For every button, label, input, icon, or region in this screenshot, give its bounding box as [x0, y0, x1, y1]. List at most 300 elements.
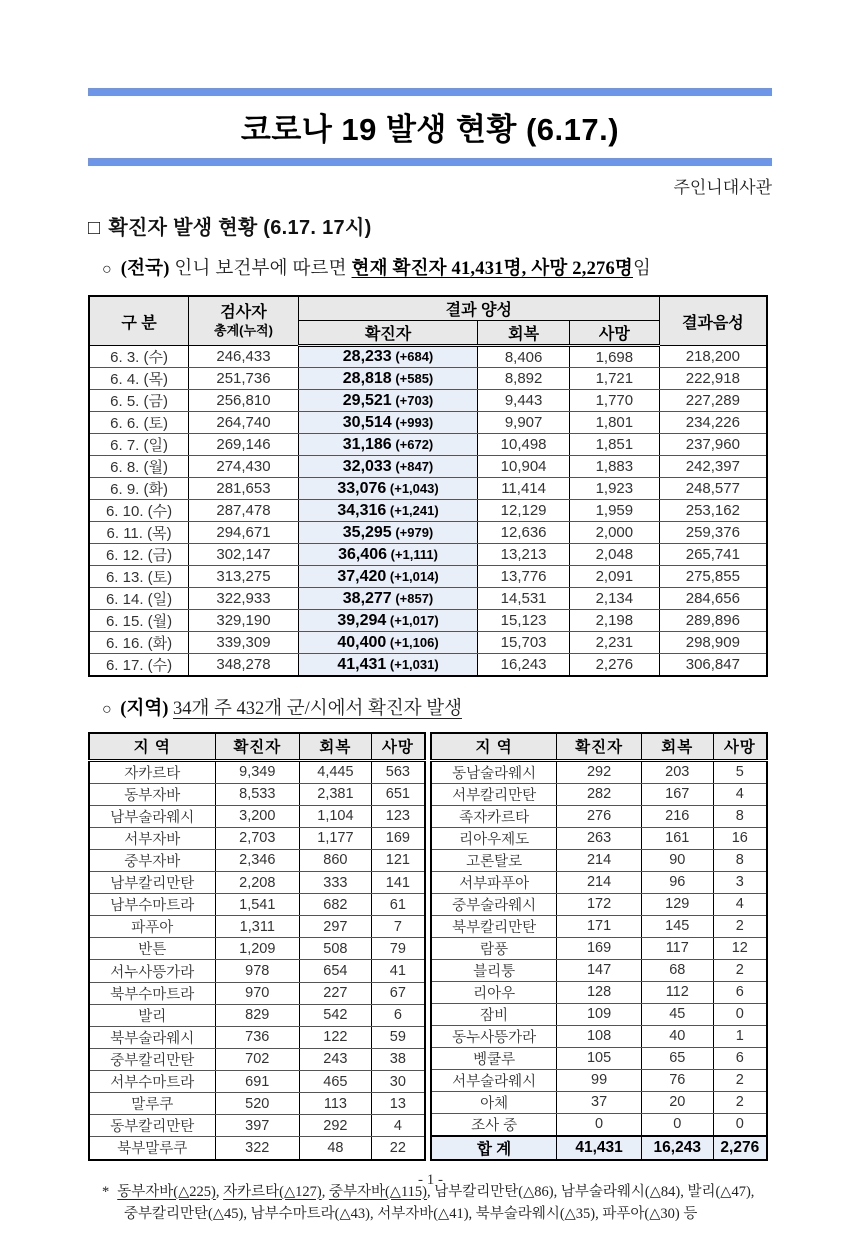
national-table-row	[89, 456, 767, 478]
national-text-before: 인니 보건부에 따르면	[174, 259, 347, 279]
table-cell: 292	[300, 1115, 372, 1137]
table-cell: 서누사뜽가라	[89, 960, 215, 982]
table-cell: 289,896	[659, 610, 767, 632]
table-cell: 169	[371, 827, 425, 849]
footnote-segment: ,	[215, 1183, 224, 1200]
table-cell: 30	[371, 1071, 425, 1093]
col-header-negative: 결과음성	[659, 296, 767, 346]
table-cell: 274,430	[189, 456, 299, 478]
region-table-row	[431, 959, 767, 981]
national-table-row	[89, 522, 767, 544]
table-cell: 284,656	[659, 588, 767, 610]
table-cell: 2	[713, 1069, 767, 1091]
table-cell: 333	[300, 872, 372, 894]
table-cell: 702	[215, 1048, 300, 1070]
footnote-segment: , 남부칼리만탄(△86), 남부술라웨시(△84), 발리(△47),	[427, 1183, 755, 1200]
table-cell: 6	[371, 1004, 425, 1026]
table-cell: 북부칼리만탄	[431, 915, 557, 937]
table-cell: 6. 5. (금)	[89, 390, 189, 412]
region-table-row	[89, 916, 425, 938]
table-cell: 리아우	[431, 981, 557, 1003]
region-tables	[88, 732, 768, 1161]
region-table-row	[431, 981, 767, 1003]
table-cell: 9,907	[478, 412, 570, 434]
table-cell: 9,443	[478, 390, 570, 412]
confirmed-cell: 28,818 (+585)	[298, 368, 477, 390]
table-cell: 6. 4. (목)	[89, 368, 189, 390]
table-cell: 218,200	[659, 346, 767, 368]
table-cell: 171	[557, 915, 642, 937]
confirmed-cell: 38,277 (+857)	[298, 588, 477, 610]
table-cell: 397	[215, 1115, 300, 1137]
table-cell: 79	[371, 938, 425, 960]
page-title: 코로나 19 발생 현황 (6.17.)	[240, 112, 620, 147]
table-cell: 6. 17. (수)	[89, 654, 189, 677]
table-cell: 남부술라웨시	[89, 805, 215, 827]
table-cell: 3	[713, 871, 767, 893]
table-cell: 람풍	[431, 937, 557, 959]
table-cell: 7	[371, 916, 425, 938]
table-cell: 123	[371, 805, 425, 827]
table-cell: 1,698	[569, 346, 659, 368]
table-cell: 978	[215, 960, 300, 982]
region-table-row	[89, 783, 425, 805]
footnote-segment: ,	[321, 1183, 329, 1200]
table-cell: 234,226	[659, 412, 767, 434]
national-text-after: 임	[633, 259, 652, 279]
footnote-line2: 중부칼리만탄(△45), 남부수마트라(△43), 서부자바(△41), 북부술라웨시(△35), 파푸아(△30) 등	[124, 1205, 698, 1222]
table-cell: 12,636	[478, 522, 570, 544]
table-cell: 96	[641, 871, 713, 893]
table-cell: 297	[300, 916, 372, 938]
table-cell: 0	[713, 1113, 767, 1136]
national-highlight: 현재 확진자 41,431명, 사망 2,276명	[351, 259, 633, 279]
circle-bullet-icon: ○	[102, 701, 112, 718]
region-table-row	[89, 1071, 425, 1093]
col-header-tested	[189, 296, 299, 346]
confirmed-cell: 39,294 (+1,017)	[298, 610, 477, 632]
region-table-row	[89, 849, 425, 871]
table-cell: 서부칼리만탄	[431, 783, 557, 805]
table-cell: 2,231	[569, 632, 659, 654]
col-header-category: 구 분	[89, 296, 189, 346]
region-table-row	[431, 937, 767, 959]
table-cell: 282	[557, 783, 642, 805]
table-cell: 파푸아	[89, 916, 215, 938]
table-cell: 족자카르타	[431, 805, 557, 827]
page-number: - 1 -	[418, 1172, 443, 1188]
table-cell: 8	[713, 805, 767, 827]
region-table-row	[89, 1004, 425, 1026]
table-cell: 6. 3. (수)	[89, 346, 189, 368]
table-cell: 269,146	[189, 434, 299, 456]
table-cell: 남부수마트라	[89, 894, 215, 916]
region-table-row	[431, 805, 767, 827]
table-cell: 5	[713, 760, 767, 783]
table-cell: 2,134	[569, 588, 659, 610]
table-cell: 4,445	[300, 760, 372, 783]
region-col-header-confirmed: 확진자	[557, 733, 642, 760]
national-table	[88, 295, 768, 677]
footnote-segment: 중부자바(△115)	[328, 1183, 427, 1200]
confirmed-cell: 33,076 (+1,043)	[298, 478, 477, 500]
national-table-row	[89, 368, 767, 390]
table-cell: 248,577	[659, 478, 767, 500]
region-table-right-body	[431, 760, 767, 1160]
table-cell: 16	[713, 827, 767, 849]
table-cell: 2,276	[713, 1136, 767, 1160]
national-table-row	[89, 544, 767, 566]
table-cell: 251,736	[189, 368, 299, 390]
table-cell: 275,855	[659, 566, 767, 588]
national-label: (전국)	[120, 259, 170, 279]
national-table-row	[89, 588, 767, 610]
region-col-header-recovered: 회복	[641, 733, 713, 760]
table-cell: 264,740	[189, 412, 299, 434]
region-table-row	[89, 960, 425, 982]
table-cell: 서부파푸아	[431, 871, 557, 893]
table-cell: 265,741	[659, 544, 767, 566]
table-cell: 169	[557, 937, 642, 959]
national-table-row	[89, 632, 767, 654]
table-cell: 348,278	[189, 654, 299, 677]
table-cell: 1,311	[215, 916, 300, 938]
table-cell: 465	[300, 1071, 372, 1093]
table-cell: 6. 11. (목)	[89, 522, 189, 544]
table-cell: 59	[371, 1026, 425, 1048]
confirmed-cell: 37,420 (+1,014)	[298, 566, 477, 588]
national-table-row	[89, 346, 767, 368]
table-cell: 41	[371, 960, 425, 982]
table-cell: 542	[300, 1004, 372, 1026]
confirmed-cell: 34,316 (+1,241)	[298, 500, 477, 522]
table-cell: 128	[557, 981, 642, 1003]
table-cell: 6. 8. (월)	[89, 456, 189, 478]
table-cell: 253,162	[659, 500, 767, 522]
table-cell: 172	[557, 893, 642, 915]
table-cell: 16,243	[641, 1136, 713, 1160]
table-cell: 2,381	[300, 783, 372, 805]
confirmed-cell: 40,400 (+1,106)	[298, 632, 477, 654]
table-cell: 2,703	[215, 827, 300, 849]
table-cell: 0	[713, 1003, 767, 1025]
table-cell: 1,851	[569, 434, 659, 456]
table-cell: 2	[713, 1091, 767, 1113]
col-header-recovered: 회복	[478, 321, 570, 346]
table-cell: 122	[300, 1026, 372, 1048]
table-cell: 37	[557, 1091, 642, 1113]
table-cell: 서부자바	[89, 827, 215, 849]
region-table-row	[89, 805, 425, 827]
table-cell: 1,721	[569, 368, 659, 390]
table-cell: 1,923	[569, 478, 659, 500]
table-cell: 99	[557, 1069, 642, 1091]
table-cell: 1,209	[215, 938, 300, 960]
table-cell: 41,431	[557, 1136, 642, 1160]
table-cell: 2	[713, 915, 767, 937]
region-table-row	[89, 894, 425, 916]
region-table-row	[431, 1091, 767, 1113]
confirmed-cell: 30,514 (+993)	[298, 412, 477, 434]
region-table-row	[89, 1026, 425, 1048]
table-cell: 합 계	[431, 1136, 557, 1160]
col-header-deaths: 사망	[569, 321, 659, 346]
national-table-header	[89, 296, 767, 346]
table-cell: 216	[641, 805, 713, 827]
region-table-row	[89, 938, 425, 960]
table-cell: 322	[215, 1137, 300, 1160]
national-table-row	[89, 478, 767, 500]
table-cell: 조사 중	[431, 1113, 557, 1136]
table-cell: 북부술라웨시	[89, 1026, 215, 1048]
confirmed-cell: 28,233 (+684)	[298, 346, 477, 368]
table-cell: 214	[557, 849, 642, 871]
table-cell: 112	[641, 981, 713, 1003]
table-cell: 고론탈로	[431, 849, 557, 871]
table-cell: 294,671	[189, 522, 299, 544]
table-cell: 306,847	[659, 654, 767, 677]
region-table-row	[89, 1115, 425, 1137]
table-cell: 동부자바	[89, 783, 215, 805]
table-cell: 12	[713, 937, 767, 959]
region-table-row	[89, 827, 425, 849]
table-cell: 북부수마트라	[89, 982, 215, 1004]
table-cell: 6. 12. (금)	[89, 544, 189, 566]
table-cell: 227	[300, 982, 372, 1004]
table-cell: 108	[557, 1025, 642, 1047]
region-table-row	[431, 827, 767, 849]
table-cell: 1,883	[569, 456, 659, 478]
table-cell: 222,918	[659, 368, 767, 390]
table-cell: 105	[557, 1047, 642, 1069]
table-cell: 발리	[89, 1004, 215, 1026]
table-cell: 13	[371, 1093, 425, 1115]
table-cell: 2	[713, 959, 767, 981]
col-header-positive-group: 결과 양성	[298, 296, 659, 321]
table-cell: 서부수마트라	[89, 1071, 215, 1093]
table-cell: 145	[641, 915, 713, 937]
region-col-header-region: 지 역	[89, 733, 215, 760]
table-cell: 2,198	[569, 610, 659, 632]
table-cell: 0	[641, 1113, 713, 1136]
table-cell: 12,129	[478, 500, 570, 522]
table-cell: 1,770	[569, 390, 659, 412]
table-cell: 113	[300, 1093, 372, 1115]
col-header-confirmed: 확진자	[298, 321, 477, 346]
document	[88, 88, 772, 1225]
region-table-left	[88, 732, 426, 1161]
table-cell: 동누사뜽가라	[431, 1025, 557, 1047]
region-table-row	[431, 783, 767, 805]
confirmed-cell: 35,295 (+979)	[298, 522, 477, 544]
region-table-row	[431, 871, 767, 893]
col-header-tested-line1: 검사자	[220, 303, 267, 321]
table-cell: 167	[641, 783, 713, 805]
region-col-header-region: 지 역	[431, 733, 557, 760]
table-cell: 256,810	[189, 390, 299, 412]
table-cell: 259,376	[659, 522, 767, 544]
table-cell: 15,703	[478, 632, 570, 654]
table-cell: 13,213	[478, 544, 570, 566]
title-top-rule	[88, 88, 772, 96]
table-cell: 109	[557, 1003, 642, 1025]
region-col-header-deaths: 사망	[371, 733, 425, 760]
table-cell: 508	[300, 938, 372, 960]
region-table-row	[89, 1137, 425, 1160]
table-cell: 121	[371, 849, 425, 871]
national-table-body	[89, 346, 767, 677]
table-cell: 117	[641, 937, 713, 959]
table-cell: 4	[713, 893, 767, 915]
table-cell: 6. 6. (토)	[89, 412, 189, 434]
national-table-row	[89, 610, 767, 632]
table-cell: 11,414	[478, 478, 570, 500]
table-cell: 68	[641, 959, 713, 981]
table-cell: 22	[371, 1137, 425, 1160]
table-cell: 북부말루쿠	[89, 1137, 215, 1160]
table-cell: 329,190	[189, 610, 299, 632]
table-cell: 76	[641, 1069, 713, 1091]
table-cell: 6. 14. (일)	[89, 588, 189, 610]
region-col-header-recovered: 회복	[300, 733, 372, 760]
table-cell: 8,406	[478, 346, 570, 368]
table-cell: 동부칼리만탄	[89, 1115, 215, 1137]
table-cell: 6	[713, 1047, 767, 1069]
table-cell: 242,397	[659, 456, 767, 478]
table-cell: 736	[215, 1026, 300, 1048]
table-cell: 829	[215, 1004, 300, 1026]
table-cell: 자카르타	[89, 760, 215, 783]
table-cell: 2,091	[569, 566, 659, 588]
table-cell: 2,346	[215, 849, 300, 871]
table-cell: 203	[641, 760, 713, 783]
table-cell: 남부칼리만탄	[89, 872, 215, 894]
table-cell: 15,123	[478, 610, 570, 632]
table-cell: 292	[557, 760, 642, 783]
region-table-row	[89, 982, 425, 1004]
table-cell: 6. 16. (화)	[89, 632, 189, 654]
region-col-header-deaths: 사망	[713, 733, 767, 760]
confirmed-cell: 32,033 (+847)	[298, 456, 477, 478]
table-cell: 8,533	[215, 783, 300, 805]
table-cell: 3,200	[215, 805, 300, 827]
table-cell: 227,289	[659, 390, 767, 412]
table-cell: 48	[300, 1137, 372, 1160]
table-cell: 45	[641, 1003, 713, 1025]
footnote-segment: 동부자바(△225)	[117, 1183, 216, 1200]
region-table-row	[431, 1069, 767, 1091]
region-table-row	[89, 1093, 425, 1115]
table-cell: 67	[371, 982, 425, 1004]
table-cell: 298,909	[659, 632, 767, 654]
table-cell: 563	[371, 760, 425, 783]
table-cell: 38	[371, 1048, 425, 1070]
table-cell: 129	[641, 893, 713, 915]
table-cell: 4	[713, 783, 767, 805]
table-cell: 339,309	[189, 632, 299, 654]
region-table-row	[89, 872, 425, 894]
region-table-row	[431, 760, 767, 783]
table-cell: 1,959	[569, 500, 659, 522]
table-cell: 860	[300, 849, 372, 871]
region-total-row	[431, 1136, 767, 1160]
region-table-row	[89, 1048, 425, 1070]
table-cell: 287,478	[189, 500, 299, 522]
table-cell: 10,904	[478, 456, 570, 478]
table-cell: 잠비	[431, 1003, 557, 1025]
table-cell: 313,275	[189, 566, 299, 588]
table-cell: 65	[641, 1047, 713, 1069]
organization-name: 주인니대사관	[673, 178, 772, 197]
table-cell: 6. 7. (일)	[89, 434, 189, 456]
table-cell: 2,276	[569, 654, 659, 677]
region-table-row	[431, 1025, 767, 1047]
table-cell: 651	[371, 783, 425, 805]
table-cell: 9,349	[215, 760, 300, 783]
national-summary-line	[102, 254, 772, 280]
section-heading-status	[88, 211, 772, 240]
table-cell: 237,960	[659, 434, 767, 456]
table-cell: 6. 10. (수)	[89, 500, 189, 522]
confirmed-cell: 36,406 (+1,111)	[298, 544, 477, 566]
table-cell: 중부칼리만탄	[89, 1048, 215, 1070]
table-cell: 0	[557, 1113, 642, 1136]
confirmed-cell: 31,186 (+672)	[298, 434, 477, 456]
national-table-row	[89, 654, 767, 677]
table-cell: 20	[641, 1091, 713, 1113]
table-cell: 1,801	[569, 412, 659, 434]
table-cell: 246,433	[189, 346, 299, 368]
table-cell: 970	[215, 982, 300, 1004]
table-cell: 16,243	[478, 654, 570, 677]
table-cell: 말루쿠	[89, 1093, 215, 1115]
table-cell: 6. 15. (월)	[89, 610, 189, 632]
region-table-row	[431, 1003, 767, 1025]
table-cell: 8,892	[478, 368, 570, 390]
table-cell: 276	[557, 805, 642, 827]
table-cell: 블리퉁	[431, 959, 557, 981]
table-cell: 90	[641, 849, 713, 871]
table-cell: 리아우제도	[431, 827, 557, 849]
national-table-row	[89, 390, 767, 412]
table-cell: 6. 13. (토)	[89, 566, 189, 588]
table-cell: 중부술라웨시	[431, 893, 557, 915]
table-cell: 61	[371, 894, 425, 916]
table-cell: 중부자바	[89, 849, 215, 871]
table-cell: 1	[713, 1025, 767, 1047]
table-cell: 10,498	[478, 434, 570, 456]
region-col-header-confirmed: 확진자	[215, 733, 300, 760]
national-table-row	[89, 412, 767, 434]
table-cell: 302,147	[189, 544, 299, 566]
table-cell: 2,048	[569, 544, 659, 566]
table-cell: 214	[557, 871, 642, 893]
table-cell: 243	[300, 1048, 372, 1070]
table-cell: 161	[641, 827, 713, 849]
region-underlined-text: 34개 주 432개 군/시에서 확진자 발생	[173, 699, 462, 719]
region-table-row	[431, 915, 767, 937]
col-header-tested-line2: 총계(누적)	[214, 322, 273, 338]
table-cell: 1,541	[215, 894, 300, 916]
section-heading-text: 확진자 발생 현황 (6.17. 17시)	[108, 217, 372, 239]
region-table-row	[431, 1113, 767, 1136]
table-cell: 아체	[431, 1091, 557, 1113]
table-cell: 520	[215, 1093, 300, 1115]
national-table-row	[89, 500, 767, 522]
table-cell: 6. 9. (화)	[89, 478, 189, 500]
table-cell: 281,653	[189, 478, 299, 500]
table-cell: 2,208	[215, 872, 300, 894]
